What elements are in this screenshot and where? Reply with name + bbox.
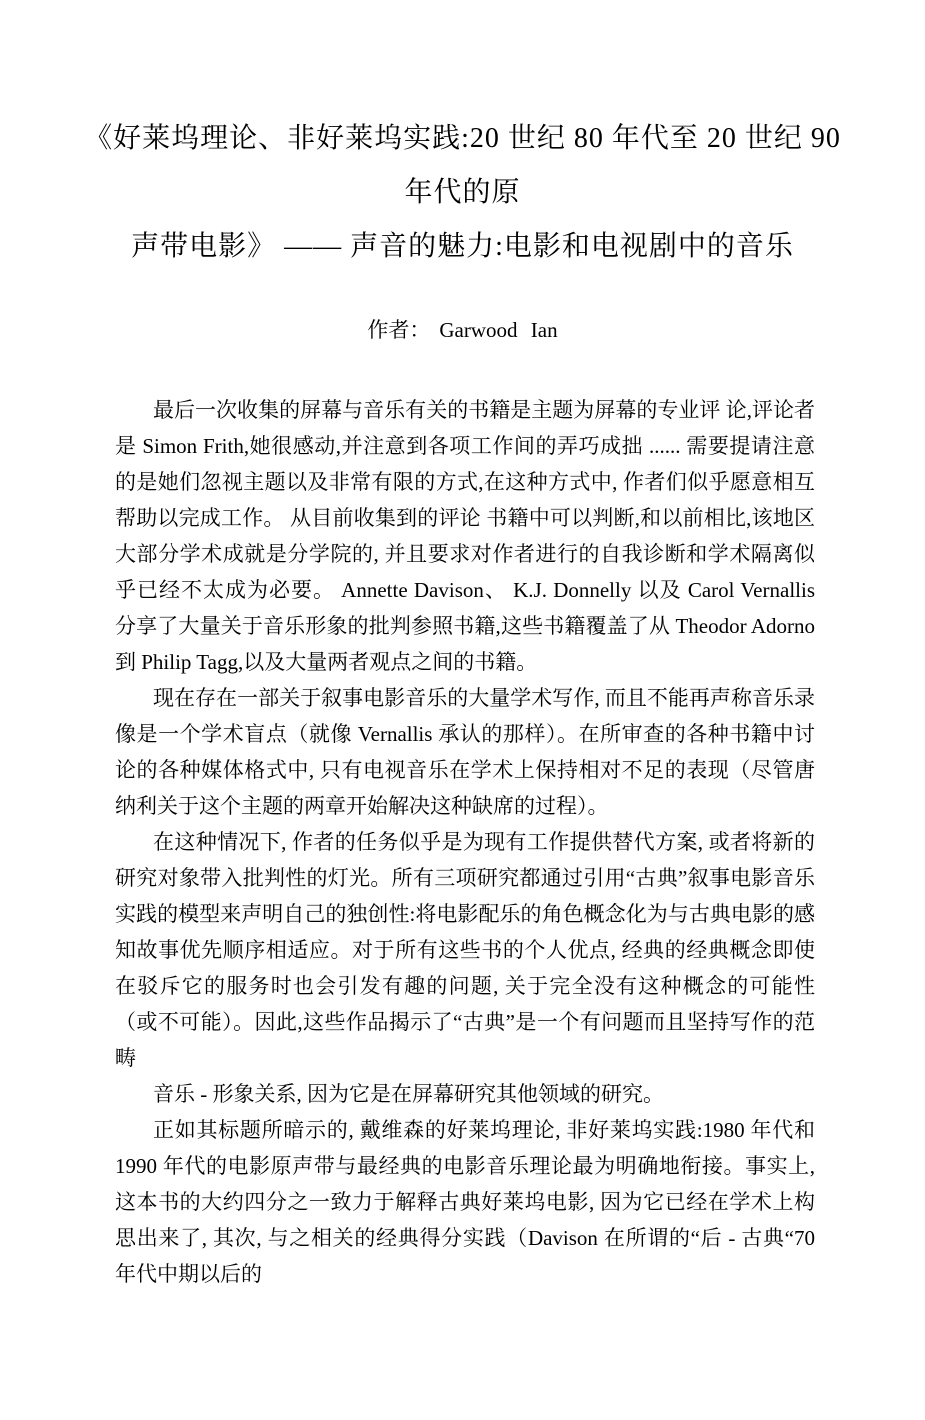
author-label: 作者： [367,318,431,342]
title-line-2: 声带电影》 —— 声音的魅力:电影和电视剧中的音乐 [131,231,794,262]
document-page [0,112,925,1420]
paragraph-1: 最后一次收集的屏幕与音乐有关的书籍是主题为屏幕的专业评 论,评论者是 Simon Frith,她很感动,并注意到各项工作间的弄巧成拙 ...... 需要提请注意的是她们忽视主题以及非常有限的方式,在这种方式中, 作者们似乎愿意相互帮助以完成工作。 从目前收集到的评论 书籍中可以判断,和以前相比,该地区大部分学术成就是分学院的, 并且要求对作者进行的自我诊断和学术隔离似乎已经不太成为必要。 Annette Davison、 K.J. Donnelly 以及 Carol Vernallis 分享了大量关于音乐形象的批判参照书籍,这些书籍覆盖了从 Theodor Adorno 到 Philip Tagg,以及大量两者观点之间的书籍。 [115,398,815,674]
author-line [0,318,925,342]
title-line-1: 《好莱坞理论、非好莱坞实践:20 世纪 80 年代至 20 世纪 90 年代的原 [84,123,841,208]
paragraph-4: 音乐 - 形象关系, 因为它是在屏幕研究其他领域的研究。 [153,1082,664,1106]
author-name: Garwood Ian [439,318,558,342]
document-body [115,392,815,1292]
paragraph-3: 在这种情况下, 作者的任务似乎是为现有工作提供替代方案, 或者将新的研究对象带入批判性的灯光。所有三项研究都通过引用“古典”叙事电影音乐实践的模型来声明自己的独创性:将电影配乐的角色概念化为与古典电影的感知故事优先顺序相适应。对于所有这些书的个人优点, 经典的经典概念即使在驳斥它的服务时也会引发有趣的问题, 关于完全没有这种概念的可能性（或不可能）。因此,这些作品揭示了“古典”是一个有问题而且坚持写作的范畴 [115,830,815,1070]
document-title [70,112,855,274]
paragraph-5: 正如其标题所暗示的, 戴维森的好莱坞理论, 非好莱坞实践:1980 年代和 1990 年代的电影原声带与最经典的电影音乐理论最为明确地衔接。事实上, 这本书的大约四分之一致力于解释古典好莱坞电影, 因为它已经在学术上构思出来了, 其次, 与之相关的经典得分实践（Davison 在所谓的“后 - 古典“70 年代中期以后的 [115,1118,815,1286]
paragraph-2: 现在存在一部关于叙事电影音乐的大量学术写作, 而且不能再声称音乐录像是一个学术盲点（就像 Vernallis 承认的那样）。在所审查的各种书籍中讨论的各种媒体格式中, 只有电视音乐在学术上保持相对不足的表现（尽管唐纳利关于这个主题的两章开始解决这种缺席的过程）。 [115,686,815,818]
